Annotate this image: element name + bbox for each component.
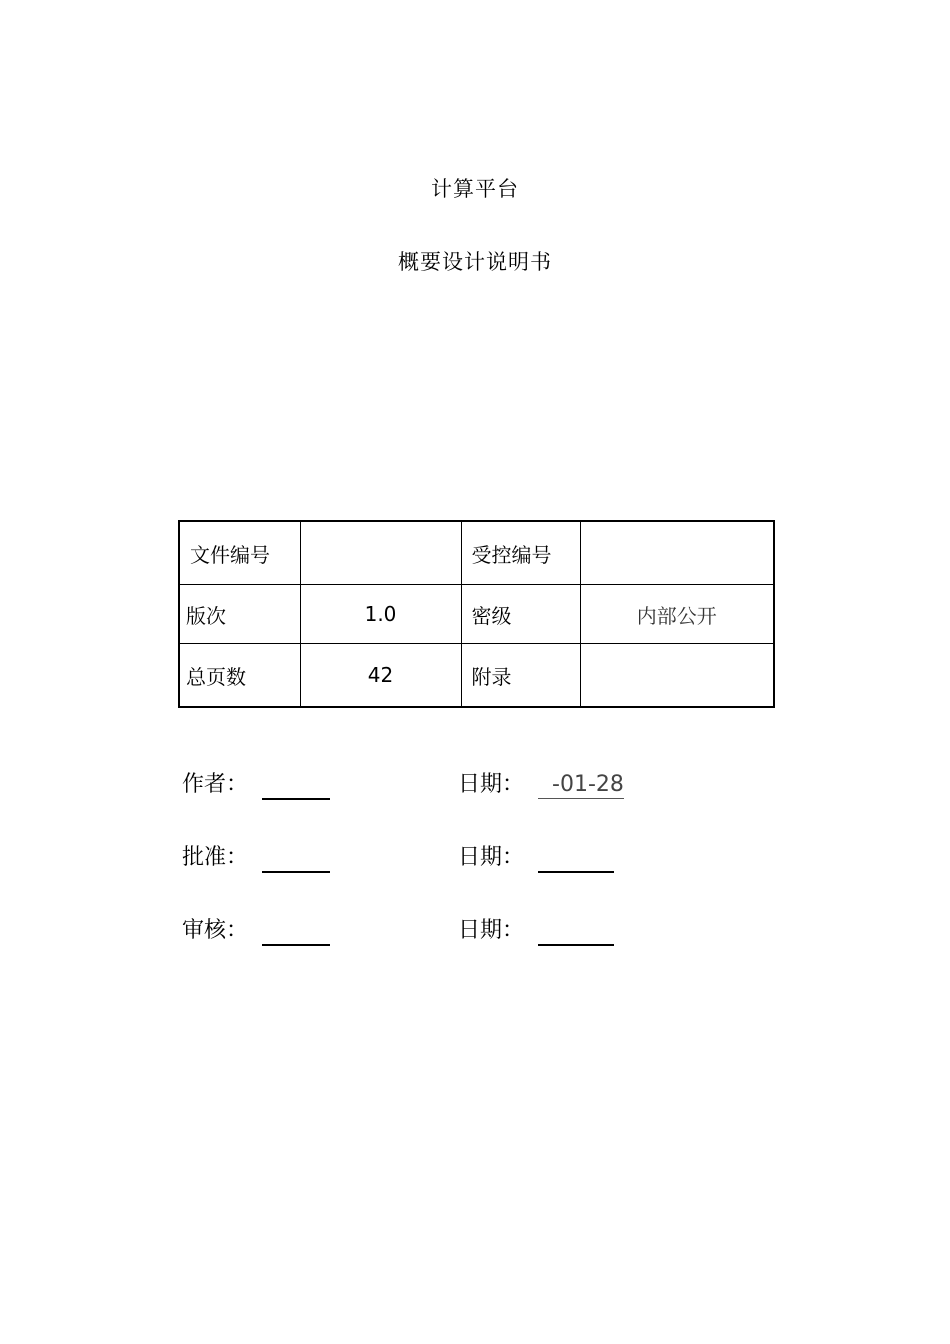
review-date-label: 日期： — [458, 918, 525, 943]
appendix-label: 附录 — [461, 644, 580, 708]
review-date-row — [458, 916, 614, 946]
approve-label: 批准： — [182, 845, 249, 870]
author-date-value[interactable]: -01-28 — [538, 772, 624, 799]
file-number-value — [300, 521, 461, 585]
approve-date-line[interactable] — [538, 849, 614, 873]
review-row — [182, 916, 330, 946]
approve-row — [182, 843, 330, 873]
approve-signature-line[interactable] — [262, 849, 330, 873]
total-pages-value: 42 — [300, 644, 461, 708]
author-row — [182, 770, 330, 800]
author-label: 作者： — [182, 772, 249, 797]
version-label: 版次 — [179, 585, 300, 644]
review-date-line[interactable] — [538, 922, 614, 946]
appendix-value — [580, 644, 774, 708]
review-signature-line[interactable] — [262, 922, 330, 946]
document-info-table — [178, 520, 775, 708]
document-title: 计算平台 — [431, 177, 519, 201]
table-row — [179, 644, 774, 708]
version-value: 1.0 — [300, 585, 461, 644]
security-level-value: 内部公开 — [580, 585, 774, 644]
security-level-label: 密级 — [461, 585, 580, 644]
file-number-label: 文件编号 — [179, 521, 300, 585]
total-pages-label: 总页数 — [179, 644, 300, 708]
table-row — [179, 585, 774, 644]
author-date-row — [458, 770, 624, 800]
table-row — [179, 521, 774, 585]
approve-date-label: 日期： — [458, 845, 525, 870]
review-label: 审核： — [182, 918, 249, 943]
author-signature-line[interactable] — [262, 776, 330, 800]
control-number-value — [580, 521, 774, 585]
document-subtitle: 概要设计说明书 — [398, 250, 552, 274]
control-number-label: 受控编号 — [461, 521, 580, 585]
approve-date-row — [458, 843, 614, 873]
author-date-label: 日期： — [458, 772, 525, 797]
